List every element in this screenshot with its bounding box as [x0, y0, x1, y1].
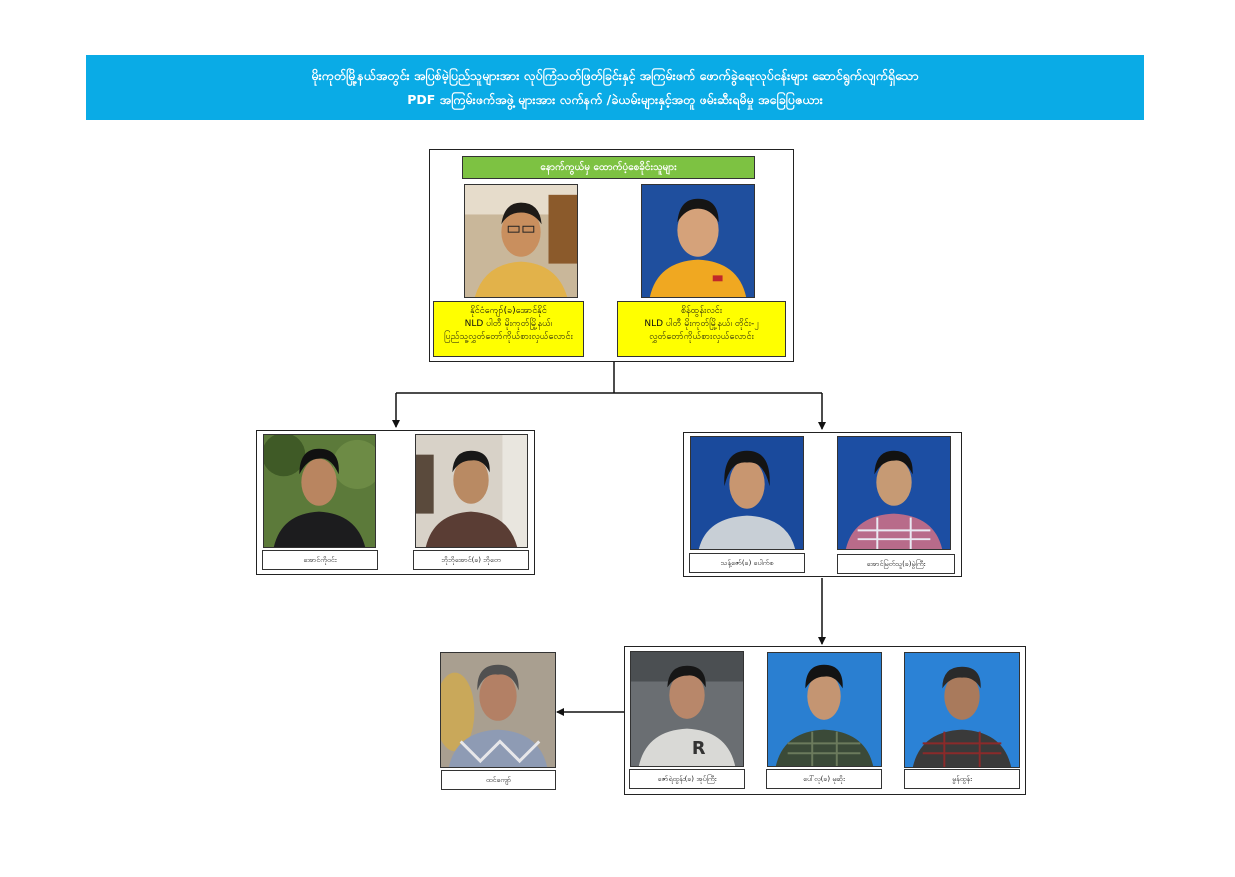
photo-person-1 [464, 184, 578, 298]
svg-text:R: R [691, 739, 706, 760]
label-right-1: သန့်ဇော်(ခ) ပေါက်စ [689, 553, 805, 573]
label-bottom-1: ဇော်ရဲထွန်း(ခ) အုပ်ကြီး [629, 769, 745, 789]
label-bottom-2: ပေါ်လု(ခ) မုဆိုး [766, 769, 882, 789]
photo-left-2 [415, 434, 528, 548]
person-2-name: စိန်ထွန်းလင်း [680, 306, 723, 316]
person-1-party: NLD ပါတီ မိုးကုတ်မြို့နယ်၊ [464, 319, 553, 329]
photo-right-1 [690, 436, 804, 550]
title-banner [86, 55, 1144, 120]
label-person-2 [617, 301, 786, 357]
photo-bottom-2 [767, 652, 882, 767]
banner-line-2: PDF အကြမ်းဖက်အဖွဲ့ များအား လက်နက် /ခဲယမ်းများနှင့်အတူ ဖမ်းဆီးရမိမှု အခြေပြဇယား [407, 92, 823, 107]
person-2-role: လွှတ်တော်ကိုယ်စားလှယ်လောင်း [649, 332, 754, 342]
person-2-party: NLD ပါတီ မိုးကုတ်မြို့နယ်၊ တိုင်း-၂ [644, 319, 759, 329]
photo-bottom-1 [630, 651, 744, 767]
label-left-1: အောင်ကိုဝင်း [262, 550, 378, 570]
person-1-name: နိုင်ငံကျော်(ခ)အောင်နိုင် [470, 306, 547, 316]
label-person-1 [433, 301, 584, 357]
label-bottom-3: မွန်ထွန်း [904, 769, 1020, 789]
top-group-header: နောက်ကွယ်မှ ထောက်ပံ့စေခိုင်းသူများ [462, 156, 755, 179]
label-left-2: ဘိုဘိုအောင်(ခ) ဘိုတေ [413, 550, 529, 570]
label-right-2: အောင်မြတ်သူ(ခ)မွဲကြီး [837, 554, 955, 574]
photo-left-1 [263, 434, 376, 548]
photo-single [440, 652, 556, 768]
person-1-role: ပြည်သူ့လွှတ်တော်ကိုယ်စားလှယ်လောင်း [444, 332, 573, 342]
photo-person-2 [641, 184, 755, 298]
label-single: ထင်ကျော် [441, 770, 556, 790]
photo-bottom-3 [904, 652, 1020, 768]
banner-line-1: မိုးကုတ်မြို့နယ်အတွင်း အပြစ်မဲ့ပြည်သူများအား လုပ်ကြံသတ်ဖြတ်ခြင်းနှင့် အကြမ်းဖက် ဖောက်ခွဲရေးလုပ်ငန်းများ ဆောင်ရွက်လျက်ရှိသော [311, 68, 919, 83]
photo-right-2 [837, 436, 951, 550]
